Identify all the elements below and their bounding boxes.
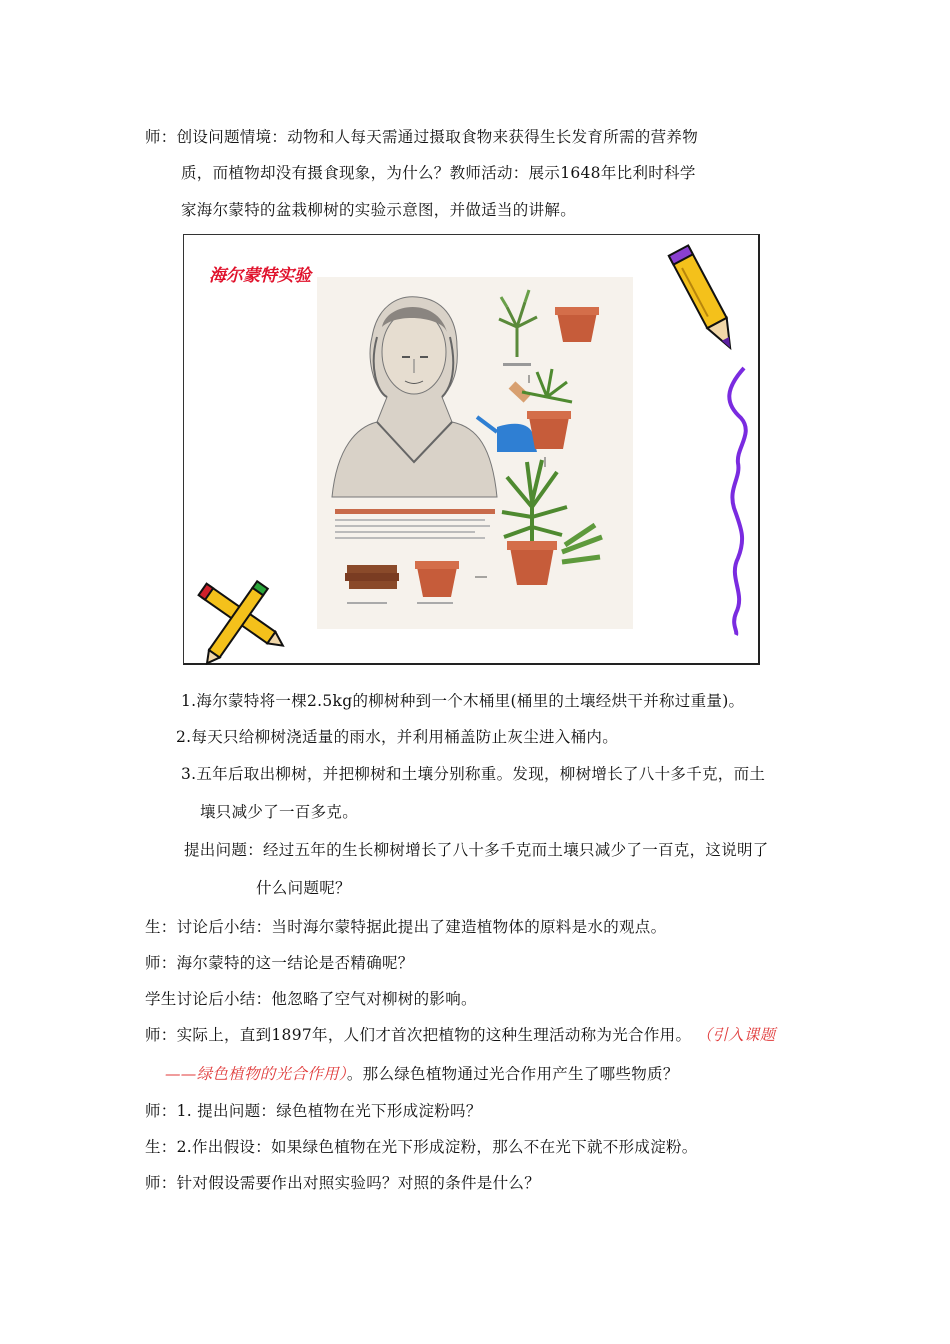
experiment-illustration bbox=[317, 277, 633, 629]
intro-note-red: （引入课题 bbox=[696, 1026, 776, 1044]
step-3-line1: 3.五年后取出柳树，并把柳树和土壤分别称重。发现，柳树增长了八十多千克，而土 bbox=[181, 765, 766, 783]
watering-stage bbox=[477, 369, 572, 452]
crossed-pencils-icon bbox=[186, 575, 296, 665]
step-2: 2.每天只给柳树浇适量的雨水，并利用桶盖防止灰尘进入桶内。 bbox=[176, 728, 618, 746]
experiment-illustration-drawing bbox=[317, 277, 633, 629]
dialog-teacher-control: 师：针对假设需要作出对照实验吗？对照的条件是什么？ bbox=[145, 1174, 541, 1192]
sapling-stage bbox=[499, 290, 599, 366]
dialog-student-discussion: 学生讨论后小结：他忽略了空气对柳树的影响。 bbox=[145, 990, 477, 1008]
dialog-teacher-intro bbox=[145, 1025, 776, 1045]
grown-willow-stage bbox=[502, 460, 602, 585]
dialog-topic-line bbox=[165, 1064, 679, 1084]
step-3-line2: 壤只减少了一百多克。 bbox=[200, 803, 359, 821]
topic-note-red: ——绿色植物的光合作用） bbox=[165, 1065, 347, 1083]
para1-line3: 家海尔蒙特的盆栽柳树的实验示意图，并做适当的讲解。 bbox=[181, 201, 577, 219]
squiggle-line bbox=[716, 363, 756, 638]
step-1: 1.海尔蒙特将一棵2.5kg的柳树种到一个木桶里(桶里的土壤经烘干并称过重量)。 bbox=[181, 692, 745, 710]
intro-text: 师：实际上，直到1897年，人们才首次把植物的这种生理活动称为光合作用。 bbox=[145, 1026, 692, 1044]
dialog-student-summary: 生：讨论后小结：当时海尔蒙特据此提出了建造植物体的原料是水的观点。 bbox=[145, 918, 667, 936]
dialog-teacher-question: 师：海尔蒙特的这一结论是否精确呢？ bbox=[145, 954, 414, 972]
dialog-teacher-step1: 师：1. 提出问题：绿色植物在光下形成淀粉吗？ bbox=[145, 1102, 482, 1120]
pencil-icon bbox=[662, 237, 742, 367]
slide-title: 海尔蒙特实验 bbox=[209, 266, 311, 286]
logs-and-pot bbox=[345, 561, 487, 604]
question-line2: 什么问题呢？ bbox=[256, 879, 351, 897]
para1-line2: 质，而植物却没有摄食现象，为什么？教师活动：展示1648年比利时科学 bbox=[181, 164, 696, 182]
portrait-figure bbox=[332, 297, 497, 497]
para1-line1: 师：创设问题情境：动物和人每天需通过摄取食物来获得生长发育所需的营养物 bbox=[145, 128, 699, 146]
topic-question: 。那么绿色植物通过光合作用产生了哪些物质？ bbox=[346, 1065, 679, 1083]
slide-frame bbox=[183, 234, 760, 665]
dialog-student-step2: 生：2.作出假设：如果绿色植物在光下形成淀粉，那么不在光下就不形成淀粉。 bbox=[145, 1138, 698, 1156]
question-line1: 提出问题：经过五年的生长柳树增长了八十多千克而土壤只减少了一百克，这说明了 bbox=[184, 841, 769, 859]
